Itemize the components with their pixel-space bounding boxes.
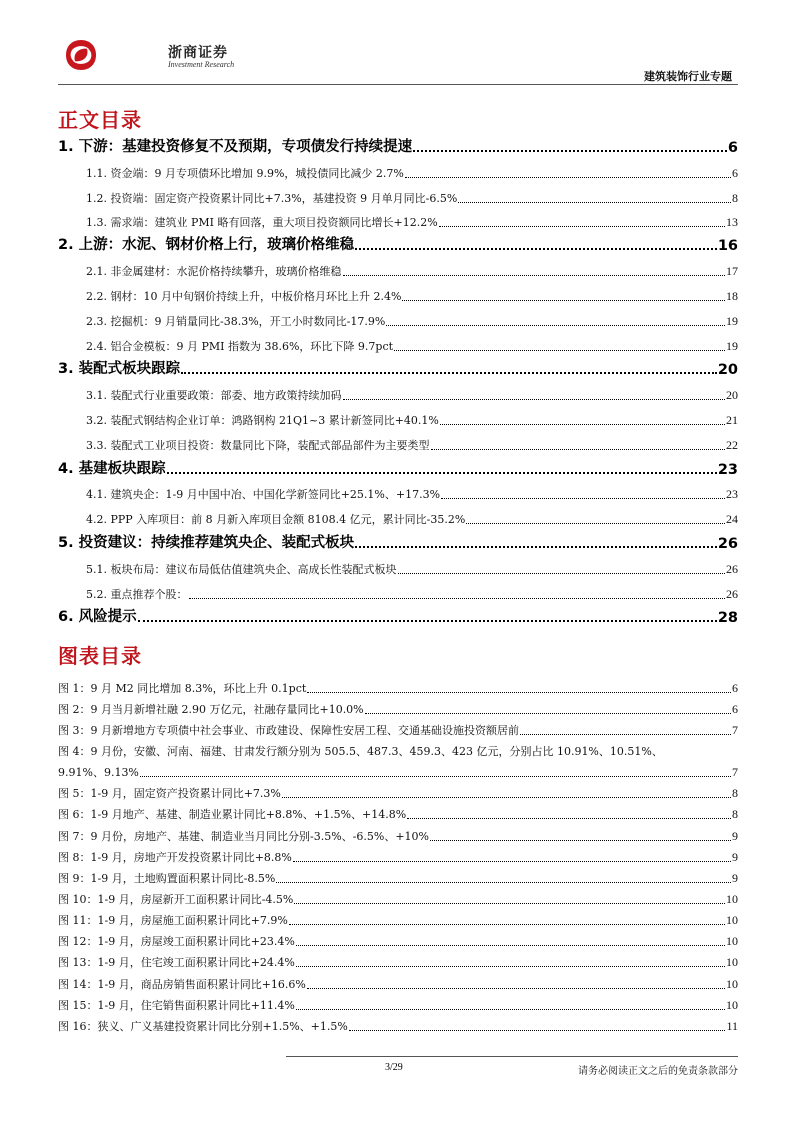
toc-item-page: 28 bbox=[717, 610, 738, 626]
page-number: 3/29 bbox=[385, 1062, 403, 1073]
toc-item-label: 1.3. 需求端：建筑业 PMI 略有回落，重大项目投资额同比增长+12.2% bbox=[86, 216, 438, 229]
dot-leader bbox=[355, 545, 717, 548]
toc-item-page: 19 bbox=[726, 314, 738, 328]
page-header bbox=[58, 32, 738, 84]
figure-item[interactable] bbox=[58, 866, 738, 886]
figure-item-page: 8 bbox=[732, 807, 738, 821]
figure-item[interactable] bbox=[58, 697, 738, 717]
figure-item[interactable] bbox=[58, 908, 738, 928]
figure-item-label: 图 9：1-9 月，土地购置面积累计同比-8.5% bbox=[58, 872, 276, 885]
dot-leader bbox=[431, 448, 726, 450]
toc-item-label: 2.3. 挖掘机：9 月销量同比-38.3%，开工小时数同比-17.9% bbox=[86, 315, 386, 328]
figure-item-page: 8 bbox=[732, 786, 738, 800]
toc-item-label: 3.1. 装配式行业重要政策：部委、地方政策持续加码 bbox=[86, 389, 342, 402]
toc-item-label: 6. 风险提示 bbox=[58, 609, 137, 625]
figure-item[interactable] bbox=[58, 760, 738, 780]
toc-item-page: 22 bbox=[726, 438, 738, 452]
dot-leader bbox=[307, 691, 731, 693]
toc-item-page: 6 bbox=[732, 166, 738, 180]
figure-item[interactable] bbox=[58, 676, 738, 696]
figure-item[interactable] bbox=[58, 781, 738, 801]
toc-item-label: 5.1. 板块布局：建议布局低估值建筑央企、高成长性装配式板块 bbox=[86, 563, 397, 576]
toc-item[interactable] bbox=[58, 507, 738, 527]
figure-item-label: 图 6：1-9 月地产、基建、制造业累计同比+8.8%、+1.5%、+14.8% bbox=[58, 808, 407, 821]
logo-text-cn: 浙商证券 bbox=[168, 45, 228, 61]
contents-title: 正文目录 bbox=[58, 108, 142, 132]
figure-item-page: 7 bbox=[732, 723, 738, 737]
figure-item[interactable] bbox=[58, 718, 738, 738]
dot-leader bbox=[296, 965, 725, 967]
toc-item-label: 5.2. 重点推荐个股： bbox=[86, 588, 188, 601]
toc-item[interactable] bbox=[58, 334, 738, 354]
dot-leader bbox=[343, 398, 726, 400]
figure-item-label: 图 15：1-9 月，住宅销售面积累计同比+11.4% bbox=[58, 999, 295, 1012]
dot-leader bbox=[439, 225, 725, 227]
figure-item-page: 9 bbox=[732, 871, 738, 885]
dot-leader bbox=[520, 733, 731, 735]
toc-item[interactable] bbox=[58, 234, 738, 254]
dot-leader bbox=[343, 274, 726, 276]
toc-item-page: 16 bbox=[717, 238, 738, 254]
toc-item[interactable] bbox=[58, 186, 738, 206]
toc-item[interactable] bbox=[58, 532, 738, 552]
toc-item-page: 19 bbox=[726, 339, 738, 353]
dot-leader bbox=[394, 349, 725, 351]
figure-item-page: 6 bbox=[732, 681, 738, 695]
dot-leader bbox=[441, 497, 725, 499]
toc-item-page: 8 bbox=[732, 191, 738, 205]
dot-leader bbox=[466, 522, 725, 524]
figure-item-page: 9 bbox=[732, 829, 738, 843]
toc-item[interactable] bbox=[58, 606, 738, 626]
header-divider bbox=[58, 84, 738, 85]
figure-item-page: 9 bbox=[732, 850, 738, 864]
toc-item-page: 26 bbox=[717, 536, 738, 552]
dot-leader bbox=[440, 423, 725, 425]
toc-item-label: 2.4. 铝合金模板：9 月 PMI 指数为 38.6%，环比下降 9.7pct bbox=[86, 340, 394, 353]
toc-item-label: 3.3. 装配式工业项目投资：数量同比下降，装配式部品部件为主要类型 bbox=[86, 439, 430, 452]
figure-item-label: 图 14：1-9 月，商品房销售面积累计同比+16.6% bbox=[58, 978, 306, 991]
figure-item-label: 图 7：9 月份，房地产、基建、制造业当月同比分别-3.5%、-6.5%、+10% bbox=[58, 830, 429, 843]
figure-item-page: 10 bbox=[726, 913, 738, 927]
dot-leader bbox=[349, 1029, 726, 1031]
toc-item-label: 3. 装配式板块跟踪 bbox=[58, 361, 181, 377]
toc-item-label: 5. 投资建议：持续推荐建筑央企、装配式板块 bbox=[58, 535, 355, 551]
toc-item-label: 2. 上游：水泥、钢材价格上行，玻璃价格维稳 bbox=[58, 237, 355, 253]
figure-item-page: 10 bbox=[726, 892, 738, 906]
figure-item-label-cont: 9.91%、9.13% bbox=[58, 766, 139, 779]
toc-item-page: 6 bbox=[727, 140, 738, 156]
figure-item-page: 10 bbox=[726, 934, 738, 948]
figure-item-label: 图 10：1-9 月，房屋新开工面积累计同比-4.5% bbox=[58, 893, 294, 906]
dot-leader bbox=[355, 247, 717, 250]
dot-leader bbox=[181, 371, 717, 374]
dot-leader bbox=[398, 572, 726, 574]
figure-item-page: 7 bbox=[732, 765, 738, 779]
dot-leader bbox=[138, 619, 717, 622]
dot-leader bbox=[407, 817, 731, 819]
toc-item-label: 2.2. 钢材：10 月中旬钢价持续上升，中板价格月环比上升 2.4% bbox=[86, 290, 402, 303]
toc-item[interactable] bbox=[58, 284, 738, 304]
footer-divider bbox=[286, 1056, 738, 1057]
toc-item[interactable] bbox=[58, 433, 738, 453]
dot-leader bbox=[294, 902, 725, 904]
toc-item-page: 13 bbox=[726, 215, 738, 229]
figure-item[interactable] bbox=[58, 950, 738, 970]
figure-item-page: 10 bbox=[726, 955, 738, 969]
dot-leader bbox=[386, 324, 725, 326]
figure-item-label: 图 2：9 月当月新增社融 2.90 万亿元，社融存量同比+10.0% bbox=[58, 703, 364, 716]
figure-item-line[interactable] bbox=[58, 739, 738, 759]
dot-leader bbox=[140, 775, 731, 777]
toc-item[interactable] bbox=[58, 408, 738, 428]
figure-item-page: 6 bbox=[732, 702, 738, 716]
figure-item-label: 图 16：狭义、广义基建投资累计同比分别+1.5%、+1.5% bbox=[58, 1020, 348, 1033]
company-logo-icon bbox=[64, 38, 98, 72]
dot-leader bbox=[430, 839, 731, 841]
figure-item-label: 图 5：1-9 月，固定资产投资累计同比+7.3% bbox=[58, 787, 281, 800]
figure-item-page: 11 bbox=[726, 1019, 738, 1033]
logo-text-en: Investment Research bbox=[168, 60, 235, 69]
figure-item-label: 图 12：1-9 月，房屋竣工面积累计同比+23.4% bbox=[58, 935, 295, 948]
toc-item-page: 21 bbox=[726, 413, 738, 427]
toc-item-page: 26 bbox=[726, 587, 738, 601]
dot-leader bbox=[167, 471, 717, 474]
toc-item[interactable] bbox=[58, 161, 738, 181]
figure-item-label: 图 4：9 月份，安徽、河南、福建、甘肃发行额分别为 505.5、487.3、459.3、423 亿元，分别占比 10.91%、10.51%、 bbox=[58, 745, 663, 758]
figures-title: 图表目录 bbox=[58, 644, 142, 668]
dot-leader bbox=[458, 201, 731, 203]
toc-item[interactable] bbox=[58, 309, 738, 329]
toc-item-page: 20 bbox=[726, 388, 738, 402]
figure-item-label: 图 1：9 月 M2 同比增加 8.3%，环比上升 0.1pct bbox=[58, 682, 307, 695]
toc-item-label: 1. 下游：基建投资修复不及预期，专项债发行持续提速 bbox=[58, 139, 413, 155]
dot-leader bbox=[296, 944, 725, 946]
figure-item[interactable] bbox=[58, 802, 738, 822]
dot-leader bbox=[365, 712, 731, 714]
toc-item-page: 17 bbox=[726, 264, 738, 278]
figure-item-label: 图 3：9 月新增地方专项债中社会事业、市政建设、保障性安居工程、交通基础设施投资额居前 bbox=[58, 724, 519, 737]
dot-leader bbox=[405, 176, 731, 178]
toc-item[interactable] bbox=[58, 136, 738, 156]
toc-item-page: 20 bbox=[717, 362, 738, 378]
dot-leader bbox=[189, 597, 726, 599]
dot-leader bbox=[289, 923, 725, 925]
figure-item-page: 10 bbox=[726, 977, 738, 991]
toc-item[interactable] bbox=[58, 259, 738, 279]
toc-item-page: 23 bbox=[717, 462, 738, 478]
toc-item-label: 4.2. PPP 入库项目：前 8 月新入库项目金额 8108.4 亿元，累计同比-35.2% bbox=[86, 513, 466, 526]
figure-item[interactable] bbox=[58, 824, 738, 844]
toc-item-label: 2.1. 非金属建材：水泥价格持续攀升，玻璃价格维稳 bbox=[86, 265, 342, 278]
figure-item-page: 10 bbox=[726, 998, 738, 1012]
dot-leader bbox=[282, 796, 731, 798]
figure-item[interactable] bbox=[58, 887, 738, 907]
dot-leader bbox=[293, 860, 731, 862]
figure-item[interactable] bbox=[58, 845, 738, 865]
toc-item-page: 26 bbox=[726, 562, 738, 576]
figure-item-label: 图 8：1-9 月，房地产开发投资累计同比+8.8% bbox=[58, 851, 292, 864]
toc-item[interactable] bbox=[58, 582, 738, 602]
dot-leader bbox=[402, 299, 725, 301]
toc-item-label: 4. 基建板块跟踪 bbox=[58, 461, 166, 477]
figure-item[interactable] bbox=[58, 929, 738, 949]
toc-item[interactable] bbox=[58, 557, 738, 577]
toc-item-label: 4.1. 建筑央企：1-9 月中国中冶、中国化学新签同比+25.1%、+17.3% bbox=[86, 488, 441, 501]
toc-item[interactable] bbox=[58, 358, 738, 378]
dot-leader bbox=[276, 881, 731, 883]
toc-item-page: 18 bbox=[726, 289, 738, 303]
toc-item[interactable] bbox=[58, 383, 738, 403]
report-type: 建筑装饰行业专题 bbox=[644, 70, 732, 83]
figure-item[interactable] bbox=[58, 972, 738, 992]
figure-item[interactable] bbox=[58, 1014, 738, 1034]
toc-item-label: 1.2. 投资端：固定资产投资累计同比+7.3%，基建投资 9 月单月同比-6.5% bbox=[86, 192, 458, 205]
disclaimer-note: 请务必阅读正文之后的免责条款部分 bbox=[578, 1066, 738, 1077]
toc-item[interactable] bbox=[58, 458, 738, 478]
dot-leader bbox=[307, 987, 725, 989]
dot-leader bbox=[296, 1008, 725, 1010]
figure-item-label: 图 11：1-9 月，房屋施工面积累计同比+7.9% bbox=[58, 914, 288, 927]
toc-item[interactable] bbox=[58, 482, 738, 502]
dot-leader bbox=[413, 149, 727, 152]
figure-item-label: 图 13：1-9 月，住宅竣工面积累计同比+24.4% bbox=[58, 956, 295, 969]
figure-item[interactable] bbox=[58, 993, 738, 1013]
toc-item[interactable] bbox=[58, 210, 738, 230]
toc-item-label: 3.2. 装配式钢结构企业订单：鸿路钢构 21Q1~3 累计新签同比+40.1% bbox=[86, 414, 439, 427]
toc-item-label: 1.1. 资金端：9 月专项债环比增加 9.9%，城投债同比减少 2.7% bbox=[86, 167, 404, 180]
toc-item-page: 24 bbox=[726, 512, 738, 526]
toc-item-page: 23 bbox=[726, 487, 738, 501]
